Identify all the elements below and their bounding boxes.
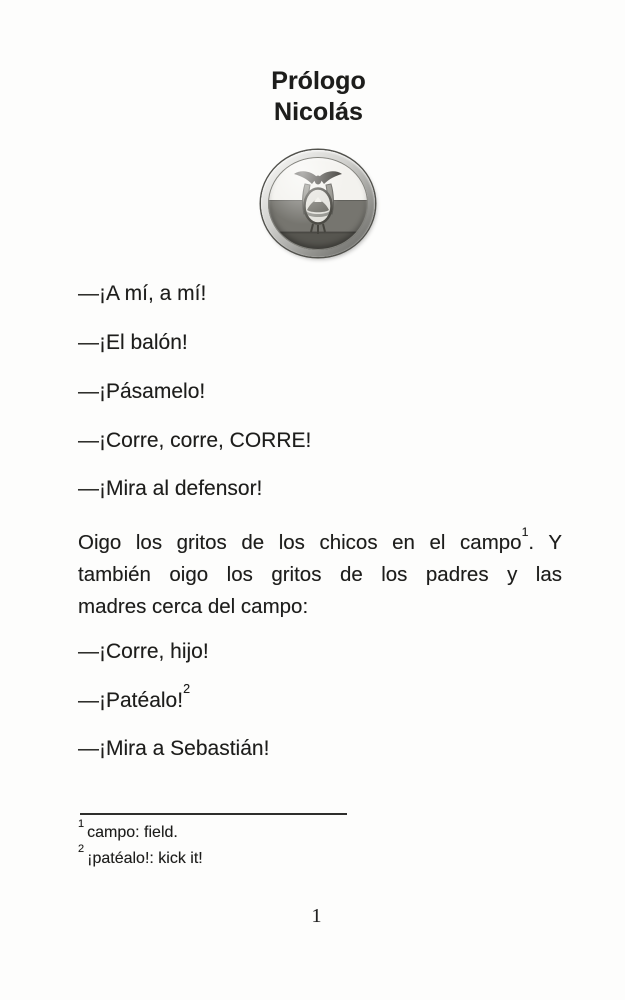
footnote-ref-2: 2 — [183, 682, 191, 697]
ecuador-flag-stripes — [268, 157, 368, 250]
footnote — [78, 843, 203, 872]
dialogue-line: —¡Mira al defensor! — [78, 477, 263, 500]
dialogue-line: —¡Pásamelo! — [78, 380, 206, 403]
ecuador-coat-of-arms-icon — [291, 168, 345, 248]
dialogue-line: —¡Mira a Sebastián! — [78, 737, 270, 760]
page-number: 1 — [311, 905, 322, 927]
footnote-separator — [80, 813, 347, 815]
ecuador-flag-badge — [261, 150, 375, 257]
chapter-title-line2: Nicolás — [274, 98, 363, 126]
footnote — [78, 817, 203, 846]
footnote-text: campo: field. — [87, 824, 178, 841]
dialogue-text: —¡Patéalo! — [78, 689, 184, 712]
chapter-title — [0, 66, 625, 128]
footnote-ref-1: 1 — [521, 524, 529, 539]
dialogue-line: —¡El balón! — [78, 331, 188, 354]
dialogue-line: —¡Corre, hijo! — [78, 640, 209, 663]
dialogue-line: —¡Corre, corre, CORRE! — [78, 429, 312, 452]
footnote-marker: 2 — [78, 843, 85, 856]
dialogue-line — [78, 682, 191, 713]
paragraph-line: madres cerca del campo: — [78, 595, 309, 618]
narration-paragraph — [78, 524, 562, 623]
paragraph-text: . Y — [528, 531, 562, 554]
paragraph-line — [78, 524, 562, 559]
paragraph-line: también oigo los gritos de los padres y las — [78, 563, 562, 586]
footnote-text: ¡patéalo!: kick it! — [87, 849, 203, 867]
footnote-marker: 1 — [78, 817, 85, 830]
chapter-title-line1: Prólogo — [271, 67, 366, 95]
footnotes-block — [78, 817, 203, 871]
dialogue-line: —¡A mí, a mí! — [78, 282, 207, 305]
paragraph-text: Oigo los gritos de los chicos en el campo — [78, 531, 522, 554]
